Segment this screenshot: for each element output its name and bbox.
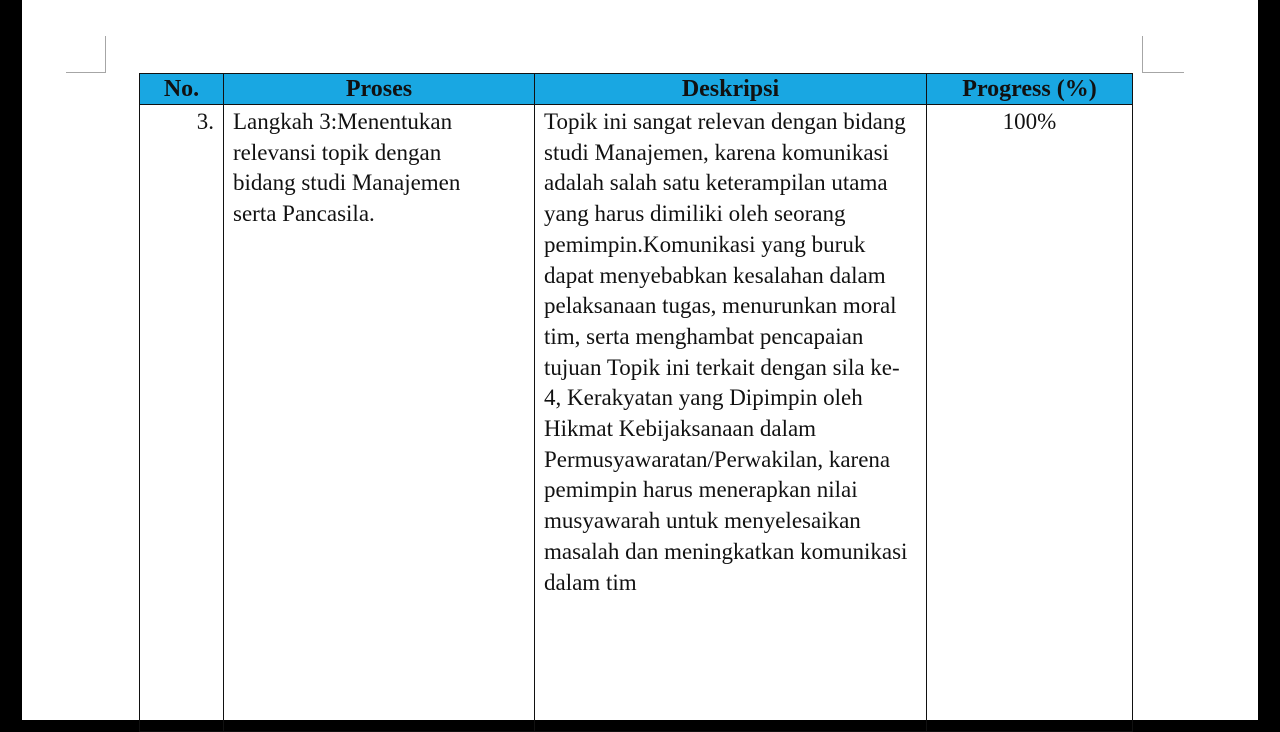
header-progress: Progress (%) <box>927 74 1133 105</box>
header-no: No. <box>140 74 224 105</box>
table-row <box>140 105 1133 732</box>
cell-no: 3. <box>140 105 224 732</box>
header-deskripsi: Deskripsi <box>535 74 927 105</box>
cell-progress: 100% <box>927 105 1133 732</box>
proses-text: Langkah 3:Menentukan relevansi topik dengan bidang studi Manajemen serta Pancasila. <box>233 109 461 227</box>
progress-table <box>139 73 1133 732</box>
margin-mark-left <box>66 72 106 73</box>
deskripsi-text: Topik ini sangat relevan dengan bidang studi Manajemen, karena komunikasi adalah salah satu keterampilan utama yang harus dimiliki oleh seorang pemimpin.Komunikasi yang buruk dapat menyebabkan kesalahan dalam pelaksanaan tugas, menurunkan moral tim, serta menghambat pencapaian tujuan Topik ini terkait dengan sila ke-4, Kerakyatan yang Dipimpin oleh Hikmat Kebijaksanaan dalam Permusyawaratan/Perwakilan, karena pemimpin harus menerapkan nilai musyawarah untuk menyelesaikan masalah dan meningkatkan komunikasi dalam tim <box>544 109 908 595</box>
header-proses: Proses <box>224 74 535 105</box>
cell-proses <box>224 105 535 732</box>
cell-deskripsi <box>535 105 927 732</box>
margin-mark-right <box>1142 72 1184 73</box>
margin-mark-right-vertical <box>1142 36 1143 73</box>
document-page <box>22 0 1258 720</box>
table-header-row <box>140 74 1133 105</box>
margin-mark-left-vertical <box>105 36 106 73</box>
